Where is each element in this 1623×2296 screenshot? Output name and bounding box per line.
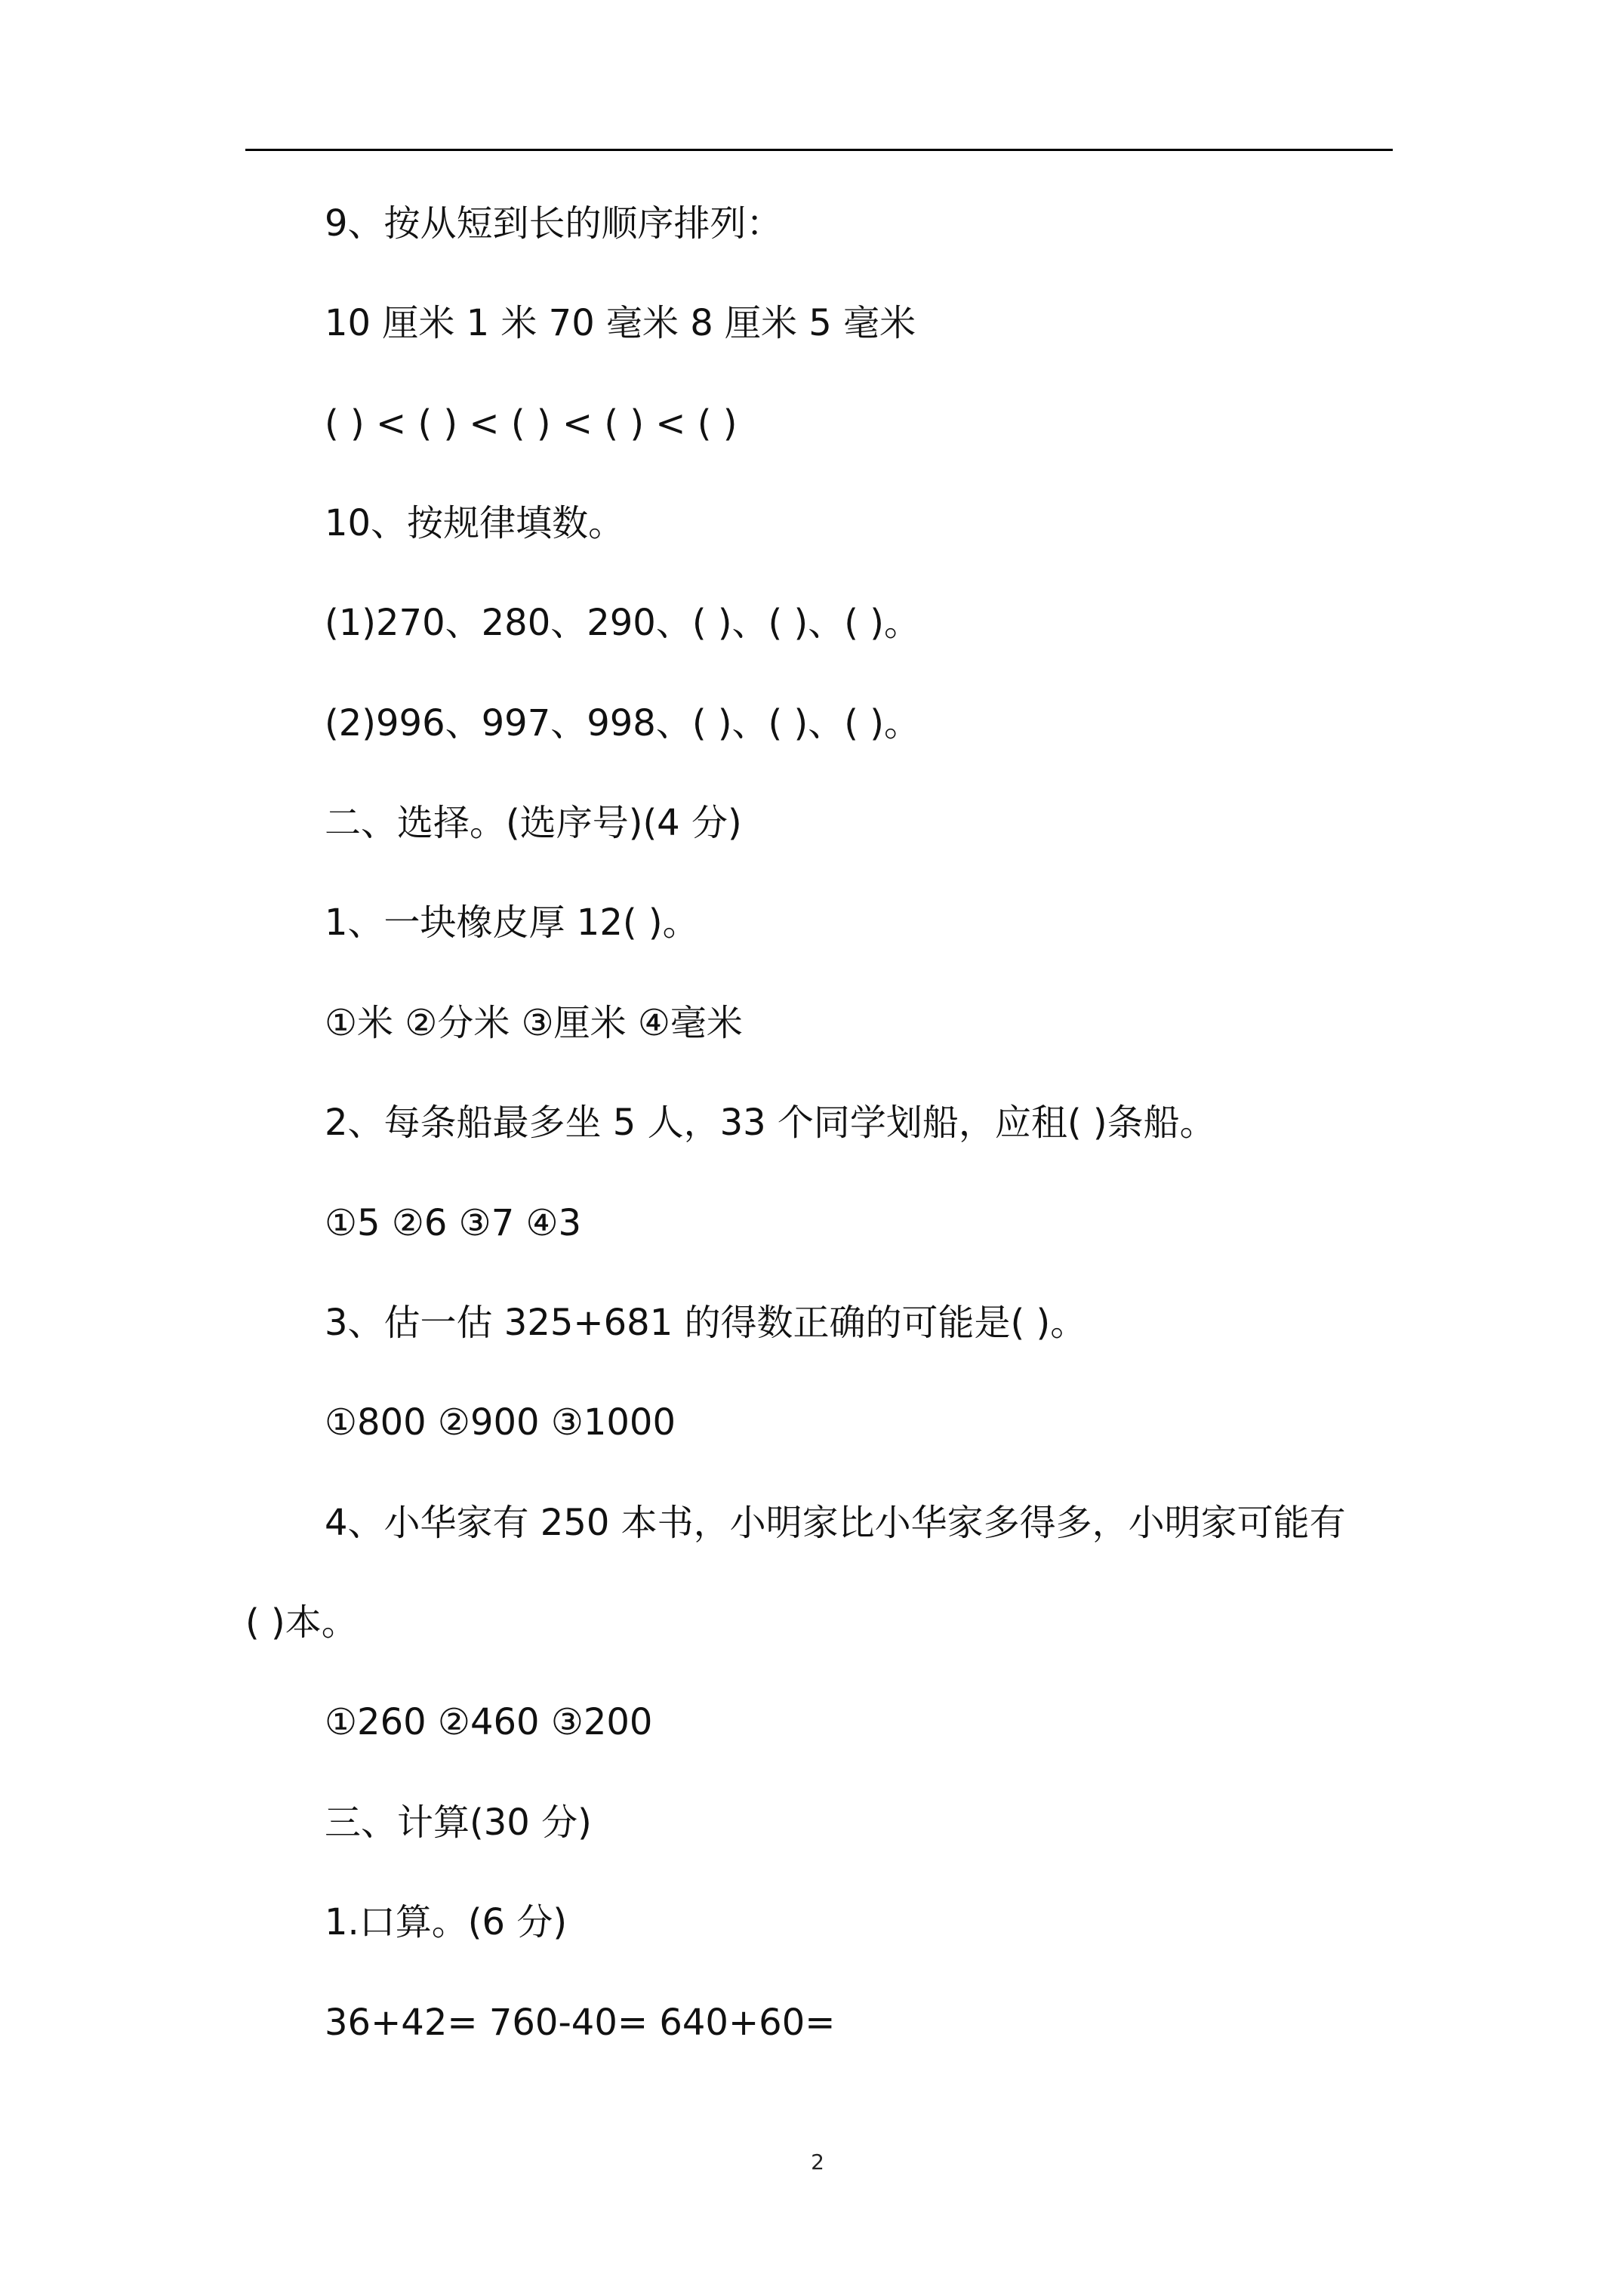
choice-question-1-options: ①米 ②分米 ③厘米 ④毫米 bbox=[325, 1002, 743, 1044]
choice-question-2: 2、每条船最多坐 5 人，33 个同学划船，应租( )条船。 bbox=[325, 1102, 1216, 1144]
choice-question-4-options: ①260 ②460 ③200 bbox=[325, 1701, 653, 1743]
choice-question-3-options: ①800 ②900 ③1000 bbox=[325, 1401, 676, 1444]
page-number: 2 bbox=[811, 2150, 824, 2174]
question-10-part-2: (2)996、997、998、( )、( )、( )。 bbox=[325, 702, 920, 744]
choice-question-1: 1、一块橡皮厚 12( )。 bbox=[325, 901, 699, 944]
section-2-heading: 二、选择。(选序号)(4 分) bbox=[325, 802, 742, 844]
question-9-lengths: 10 厘米 1 米 70 毫米 8 厘米 5 毫米 bbox=[325, 302, 916, 344]
question-10-title: 10、按规律填数。 bbox=[325, 502, 625, 544]
choice-question-3: 3、估一估 325+681 的得数正确的可能是( )。 bbox=[325, 1302, 1087, 1344]
choice-question-4-line-2: ( )本。 bbox=[245, 1601, 358, 1644]
question-9-title: 9、按从短到长的顺序排列： bbox=[325, 202, 783, 245]
choice-question-4-line-1: 4、小华家有 250 本书，小明家比小华家多得多，小明家可能有 bbox=[325, 1502, 1346, 1544]
mental-math-problems: 36+42= 760-40= 640+60= bbox=[325, 2002, 836, 2044]
section-3-heading: 三、计算(30 分) bbox=[325, 1801, 592, 1844]
mental-math-heading: 1.口算。(6 分) bbox=[325, 1901, 568, 1943]
header-rule bbox=[245, 149, 1393, 151]
question-10-part-1: (1)270、280、290、( )、( )、( )。 bbox=[325, 602, 920, 644]
choice-question-2-options: ①5 ②6 ③7 ④3 bbox=[325, 1202, 582, 1244]
question-9-order-blanks: ( ) < ( ) < ( ) < ( ) < ( ) bbox=[325, 402, 738, 445]
